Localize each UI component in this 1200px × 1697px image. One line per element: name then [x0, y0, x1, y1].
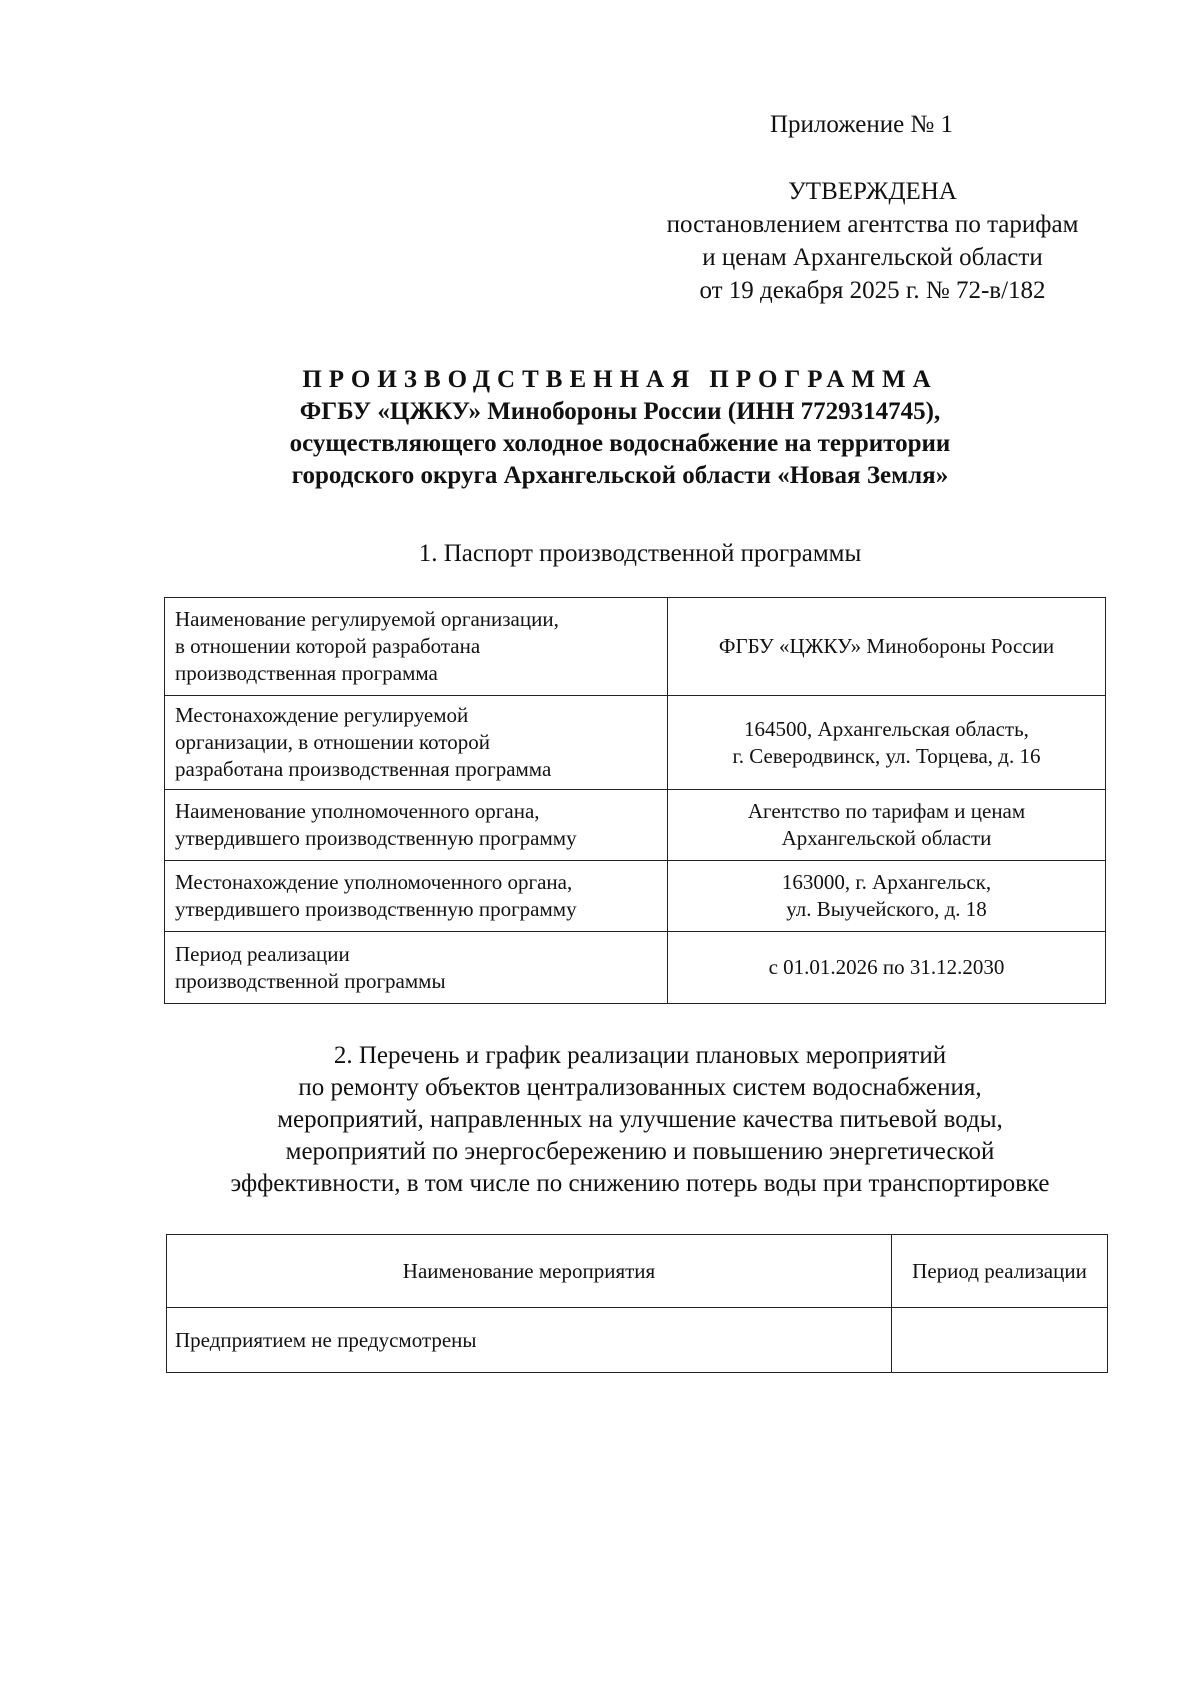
cell-line: утвердившего производственную программу: [175, 826, 577, 850]
table-row: [165, 932, 1106, 1004]
cell-line: Наименование уполномоченного органа,: [175, 799, 540, 823]
title-line: городского округа Архангельской области «Новая Земля»: [291, 462, 949, 489]
cell-line: Агентство по тарифам и ценам: [747, 799, 1026, 823]
column-header-name: Наименование мероприятия: [167, 1235, 892, 1308]
table-row: [165, 861, 1106, 932]
passport-value: [668, 932, 1106, 1004]
cell-line: утвердившего производственную программу: [175, 897, 577, 921]
heading-line: по ремонту объектов централизованных систем водоснабжения,: [298, 1074, 982, 1101]
approval-stamp: [620, 108, 1125, 307]
approval-line: и ценам Архангельской области: [702, 244, 1043, 271]
document-title: [120, 364, 1120, 492]
cell-line: производственная программа: [175, 661, 438, 685]
passport-value: [668, 598, 1106, 696]
table-row: [165, 790, 1106, 861]
passport-value: [668, 790, 1106, 861]
heading-line: мероприятий по энергосбережению и повышению энергетической: [285, 1138, 995, 1165]
cell-line: Наименование регулируемой организации,: [175, 607, 559, 631]
cell-line: организации, в отношении которой: [175, 730, 490, 754]
event-name-cell: Предприятием не предусмотрены: [167, 1308, 892, 1373]
cell-line: производственной программы: [175, 968, 446, 993]
cell-line: Местонахождение регулируемой: [175, 703, 469, 727]
cell-line: Период реализации: [175, 941, 350, 966]
heading-line: эффективности, в том числе по снижению потерь воды при транспортировке: [230, 1170, 1050, 1197]
approval-line: постановлением агентства по тарифам: [666, 211, 1079, 238]
events-table: [166, 1234, 1108, 1373]
cell-line: с 01.01.2026 по 31.12.2030: [768, 955, 1005, 979]
table-row: [165, 598, 1106, 696]
passport-label: [165, 598, 668, 696]
passport-value: [668, 696, 1106, 790]
cell-line: 164500, Архангельская область,: [744, 716, 1029, 741]
passport-label: [165, 790, 668, 861]
cell-line: ФГБУ «ЦЖКУ» Минобороны России: [718, 634, 1055, 658]
passport-label: [165, 932, 668, 1004]
passport-label: [165, 861, 668, 932]
approval-line: от 19 декабря 2025 г. № 72-в/182: [699, 277, 1046, 304]
cell-line: в отношении которой разработана: [175, 634, 481, 658]
approved-label: УТВЕРЖДЕНА: [788, 178, 957, 205]
section1-heading: 1. Паспорт производственной программы: [418, 540, 862, 567]
cell-line: 163000, г. Архангельск,: [781, 870, 992, 894]
passport-label: [165, 696, 668, 790]
table-header-row: [167, 1235, 1108, 1308]
passport-value: [668, 861, 1106, 932]
cell-line: разработана производственная программа: [175, 757, 552, 781]
passport-table: [164, 597, 1106, 1004]
heading-line: 2. Перечень и график реализации плановых мероприятий: [333, 1042, 947, 1069]
table-row: [167, 1308, 1108, 1373]
title-line: ПРОИЗВОДСТВЕННАЯ ПРОГРАММА: [302, 366, 938, 393]
heading-line: мероприятий, направленных на улучшение качества питьевой воды,: [277, 1106, 1003, 1133]
cell-line: Местонахождение уполномоченного органа,: [175, 870, 573, 894]
cell-line: Архангельской области: [781, 826, 992, 850]
title-line: ФГБУ «ЦЖКУ» Минобороны России (ИНН 7729314745),: [299, 398, 941, 425]
section2-heading: [100, 1040, 1180, 1200]
event-period-cell: [892, 1308, 1108, 1373]
cell-line: ул. Выучейского, д. 18: [786, 897, 987, 921]
title-line: осуществляющего холодное водоснабжение на территории: [289, 430, 951, 457]
annex-number: Приложение № 1: [770, 111, 954, 138]
column-header-period: Период реализации: [892, 1235, 1108, 1308]
table-row: [165, 696, 1106, 790]
cell-line: г. Северодвинск, ул. Торцева, д. 16: [732, 743, 1041, 768]
